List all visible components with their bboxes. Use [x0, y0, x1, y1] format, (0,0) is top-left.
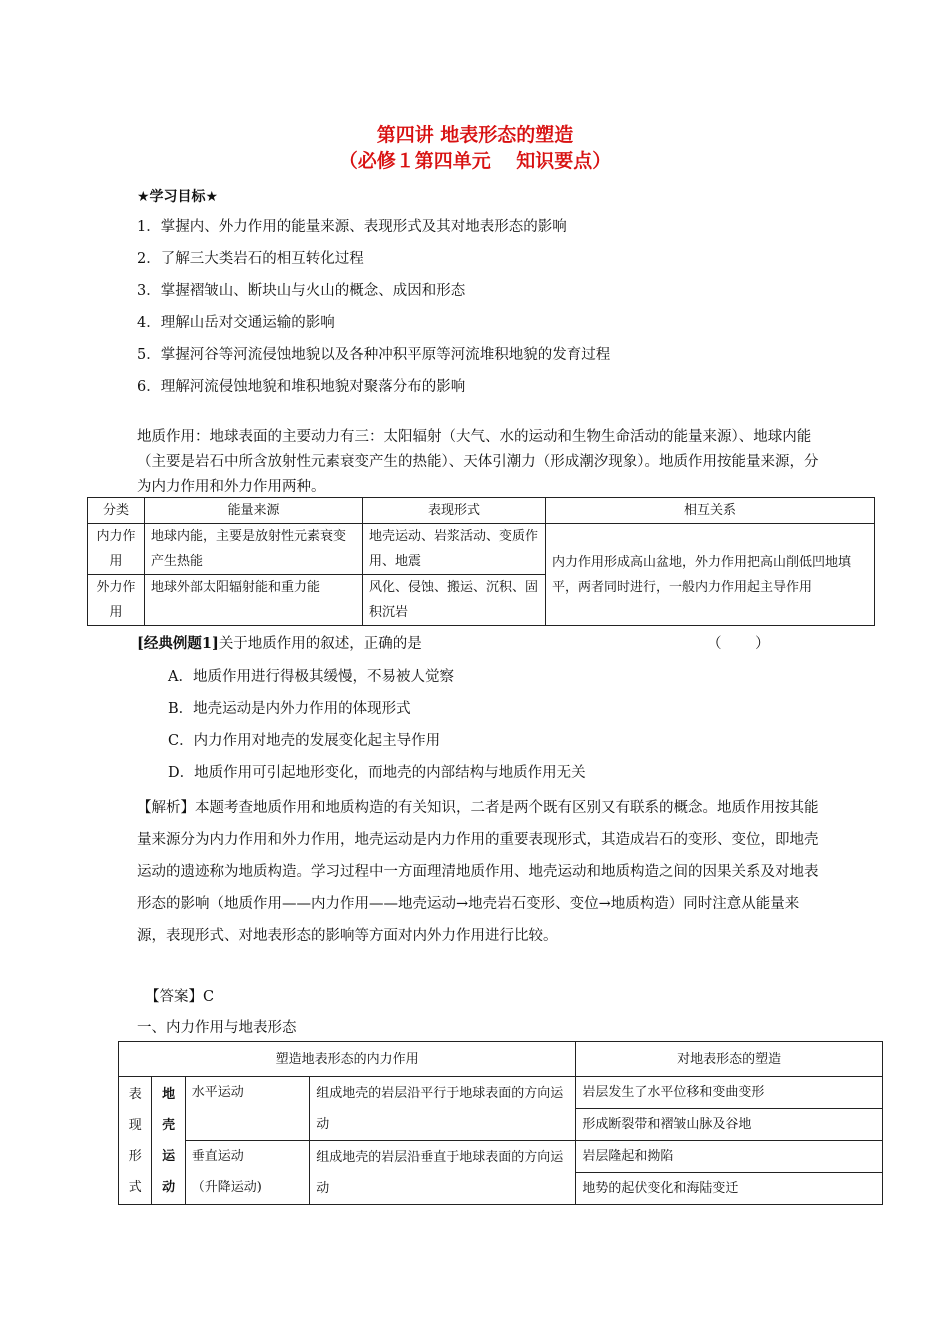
- table-header: 能量来源: [145, 498, 363, 524]
- table-cell: 组成地壳的岩层沿平行于地球表面的方向运动: [310, 1077, 576, 1141]
- objective-item: 1．掌握内、外力作用的能量来源、表现形式及其对地表形态的影响: [137, 219, 567, 235]
- example-stem: 关于地质作用的叙述，正确的是: [218, 636, 422, 652]
- table-cell: 水平运动: [185, 1077, 309, 1141]
- vertical-label-crust-movement: 地 壳 运 动: [152, 1077, 185, 1205]
- internal-forces-table: [118, 1041, 883, 1205]
- vertical-label-forms: 表 现 形 式: [119, 1077, 152, 1205]
- objectives-heading: ★学习目标★: [137, 189, 219, 205]
- document-title: 第四讲 地表形态的塑造: [376, 124, 574, 146]
- table-cell: 外力作用: [88, 575, 145, 626]
- example-question: [137, 632, 770, 653]
- intro-paragraph: 地质作用：地球表面的主要动力有三：太阳辐射（大气、水的运动和生物生命活动的能量来源）、地球内能（主要是岩石中所含放射性元素衰变产生的热能）、天体引潮力（形成潮汐现象）。地质作用按能量来源，分为内力作用和外力作用两种。: [137, 429, 819, 495]
- option-item: A．地质作用进行得极其缓慢，不易被人觉察: [168, 669, 454, 685]
- example-analysis: 【解析】本题考查地质作用和地质构造的有关知识，二者是两个既有区别又有联系的概念。地质作用按其能量来源分为内力作用和外力作用，地壳运动是内力作用的重要表现形式，其造成岩石的变形、变位，即地壳运动的遗迹称为地质构造。学习过程中一方面理清地质作用、地壳运动和地质构造之间的因果关系及对地表形态的影响（地质作用——内力作用——地壳运动→地壳岩石变形、变位→地质构造）同时注意从能量来源，表现形式、对地表形态的影响等方面对内外力作用进行比较。: [137, 800, 819, 944]
- table-cell: 地势的起伏变化和海陆变迁: [576, 1173, 883, 1205]
- table-header: 相互关系: [546, 498, 875, 524]
- table-header: 表现形式: [363, 498, 546, 524]
- table-cell: 岩层发生了水平位移和变曲变形: [576, 1077, 883, 1109]
- table-cell: 形成断裂带和褶皱山脉及谷地: [576, 1109, 883, 1141]
- table-cell: 内力作用形成高山盆地，外力作用把高山削低凹地填平，两者同时进行，一般内力作用起主导作用: [546, 524, 875, 626]
- table-cell: 地壳运动、岩浆活动、变质作用、地震: [363, 524, 546, 575]
- geologic-process-table: [87, 497, 875, 626]
- section-heading: 一、内力作用与地表形态: [137, 1020, 297, 1036]
- table-cell: 岩层隆起和拗陷: [576, 1141, 883, 1173]
- objective-item: 3．掌握褶皱山、断块山与火山的概念、成因和形态: [137, 283, 466, 299]
- table-cell: 地球内能，主要是放射性元素衰变产生热能: [145, 524, 363, 575]
- motion-label: 垂直运动: [191, 1149, 244, 1164]
- objective-item: 2．了解三大类岩石的相互转化过程: [137, 251, 364, 267]
- table-cell: [185, 1141, 309, 1205]
- answer-bracket: （ ）: [707, 636, 770, 652]
- option-item: B．地壳运动是内外力作用的体现形式: [168, 701, 411, 717]
- table-header: 对地表形态的塑造: [576, 1042, 883, 1077]
- option-item: D．地质作用可引起地形变化，而地壳的内部结构与地质作用无关: [168, 765, 586, 781]
- table-header: 塑造地表形态的内力作用: [119, 1042, 576, 1077]
- document-subtitle: （必修１第四单元 知识要点）: [338, 150, 612, 172]
- example-options: [168, 664, 586, 792]
- option-item: C．内力作用对地壳的发展变化起主导作用: [168, 733, 441, 749]
- table-cell: 地球外部太阳辐射能和重力能: [145, 575, 363, 626]
- example-label: [经典例题1]: [137, 635, 219, 652]
- table-cell: 内力作用: [88, 524, 145, 575]
- objective-item: 6．理解河流侵蚀地貌和堆积地貌对聚落分布的影响: [137, 379, 466, 395]
- objective-item: 5．掌握河谷等河流侵蚀地貌以及各种冲积平原等河流堆积地貌的发育过程: [137, 347, 611, 363]
- objective-item: 4．理解山岳对交通运输的影响: [137, 315, 335, 331]
- table-header: 分类: [88, 498, 145, 524]
- motion-note: （升降运动): [191, 1180, 262, 1195]
- table-cell: 风化、侵蚀、搬运、沉积、固积沉岩: [363, 575, 546, 626]
- example-answer: 【答案】C: [145, 989, 215, 1005]
- table-cell: 组成地壳的岩层沿垂直于地球表面的方向运动: [310, 1141, 576, 1205]
- objectives-list: [137, 214, 610, 406]
